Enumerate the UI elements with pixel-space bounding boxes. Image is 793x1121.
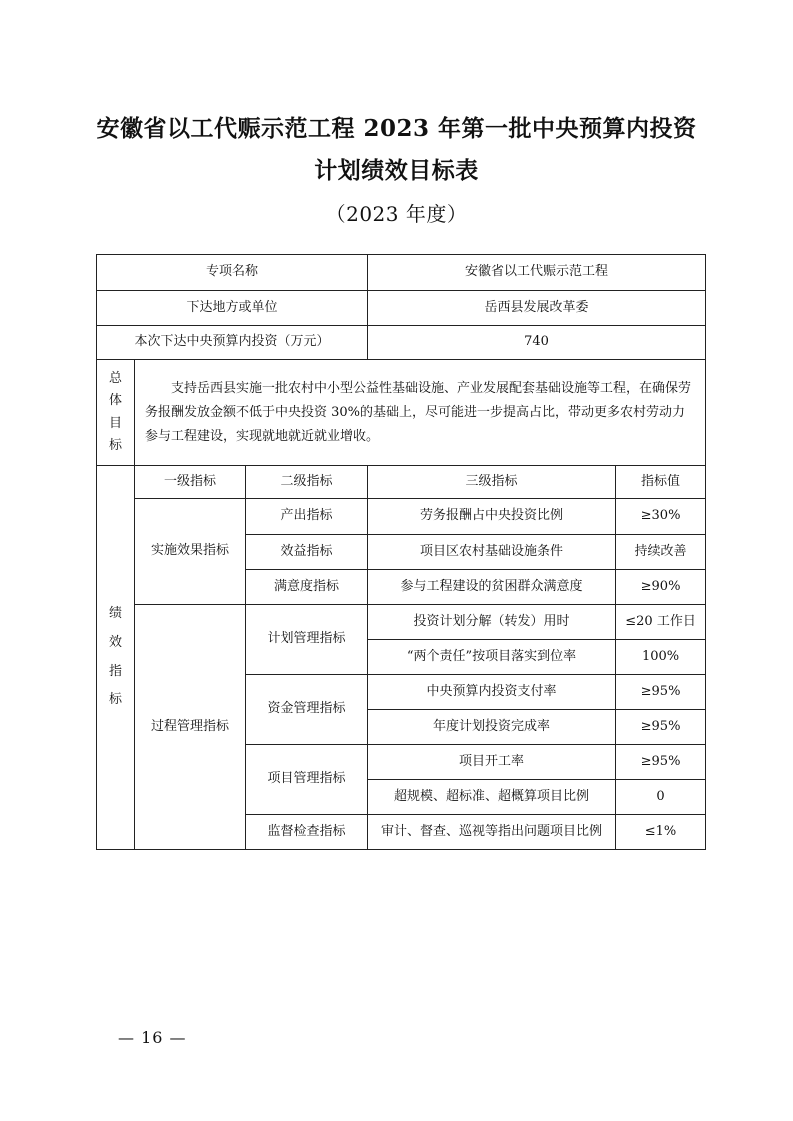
- page-number: — 16 —: [118, 1028, 187, 1047]
- level1-implementation: 实施效果指标: [135, 499, 246, 605]
- level3-labor-ratio: 劳务报酬占中央投资比例: [368, 499, 616, 535]
- level2-supervision: 监督检查指标: [246, 815, 368, 850]
- value-plan-time: ≤20 工作日: [616, 605, 706, 640]
- level3-infrastructure: 项目区农村基础设施条件: [368, 535, 616, 570]
- overall-goal-row: [97, 360, 706, 466]
- overall-goal-label: 总 体 目 标: [97, 360, 135, 466]
- investment-label: 本次下达中央预算内投资（万元）: [97, 326, 368, 360]
- level2-fund: 资金管理指标: [246, 675, 368, 745]
- value-satisfaction: ≥90%: [616, 570, 706, 605]
- header-value: 指标值: [616, 466, 706, 499]
- project-name-label: 专项名称: [97, 255, 368, 291]
- level3-start-rate: 项目开工率: [368, 745, 616, 780]
- table-row: [97, 605, 706, 640]
- level3-payment-rate: 中央预算内投资支付率: [368, 675, 616, 710]
- document-title-line-2: 计划绩效目标表: [314, 157, 479, 184]
- level1-process: 过程管理指标: [135, 605, 246, 850]
- level3-audit-issues: 审计、督查、巡视等指出问题项目比例: [368, 815, 616, 850]
- level2-project: 项目管理指标: [246, 745, 368, 815]
- overall-goal-text: 支持岳西县实施一批农村中小型公益性基础设施、产业发展配套基础设施等工程，在确保劳务报酬发放金额不低于中央投资 30%的基础上，尽可能进一步提高占比，带动更多农村劳动力参与工程建设，实现就地就近就业增收。: [135, 360, 706, 466]
- level3-plan-time: 投资计划分解（转发）用时: [368, 605, 616, 640]
- level3-completion-rate: 年度计划投资完成率: [368, 710, 616, 745]
- header-level1: 一级指标: [135, 466, 246, 499]
- investment-value: 740: [368, 326, 706, 360]
- level3-satisfaction: 参与工程建设的贫困群众满意度: [368, 570, 616, 605]
- unit-value: 岳西县发展改革委: [368, 291, 706, 326]
- level2-satisfaction: 满意度指标: [246, 570, 368, 605]
- performance-indicator-label: 绩 效 指 标: [97, 466, 135, 850]
- project-name-value: 安徽省以工代赈示范工程: [368, 255, 706, 291]
- value-two-responsibilities: 100%: [616, 640, 706, 675]
- table-row: [97, 499, 706, 535]
- level3-over-budget: 超规模、超标准、超概算项目比例: [368, 780, 616, 815]
- value-labor-ratio: ≥30%: [616, 499, 706, 535]
- header-level3: 三级指标: [368, 466, 616, 499]
- document-year: （2023 年度）: [325, 202, 468, 226]
- performance-target-table: [96, 254, 706, 850]
- unit-label: 下达地方或单位: [97, 291, 368, 326]
- value-payment-rate: ≥95%: [616, 675, 706, 710]
- value-completion-rate: ≥95%: [616, 710, 706, 745]
- level2-plan: 计划管理指标: [246, 605, 368, 675]
- level2-output: 产出指标: [246, 499, 368, 535]
- value-audit-issues: ≤1%: [616, 815, 706, 850]
- info-row-project-name: [97, 255, 706, 291]
- value-over-budget: 0: [616, 780, 706, 815]
- level2-benefit: 效益指标: [246, 535, 368, 570]
- document-title-line-1: 安徽省以工代赈示范工程 2023 年第一批中央预算内投资: [96, 115, 697, 142]
- info-row-unit: [97, 291, 706, 326]
- level3-two-responsibilities: “两个责任”按项目落实到位率: [368, 640, 616, 675]
- indicator-header-row: [97, 466, 706, 499]
- value-start-rate: ≥95%: [616, 745, 706, 780]
- value-infrastructure: 持续改善: [616, 535, 706, 570]
- info-row-investment: [97, 326, 706, 360]
- header-level2: 二级指标: [246, 466, 368, 499]
